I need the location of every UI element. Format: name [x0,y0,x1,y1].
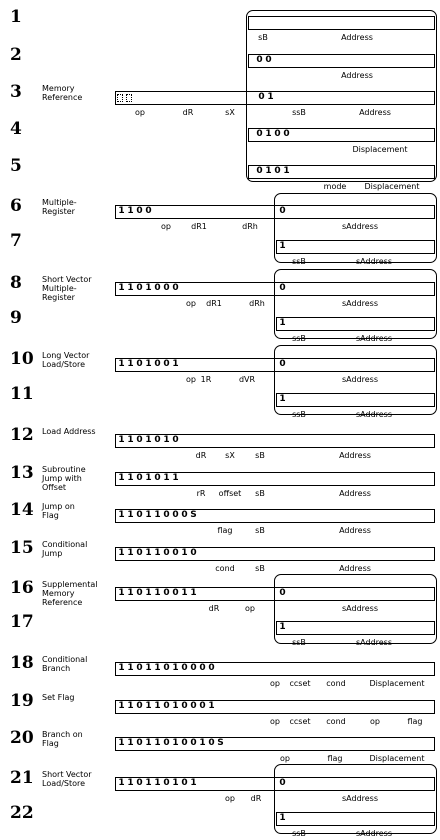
bit-value: 0 [136,701,143,711]
row-number: 12 [10,425,34,445]
bit-value: 0 [208,738,215,748]
bit-value: 1 [127,473,134,483]
row-number: 18 [10,653,34,673]
bit-value: 0 [163,510,170,520]
field-label: Displacement [369,754,425,763]
format-label: Conditional Branch [42,655,88,673]
bit-value: 1 [118,778,125,788]
bit-value: 0 [279,588,286,598]
format-label: Short Vector Load/Store [42,770,92,788]
field-label: sAddress [341,222,379,231]
field-label: op [270,679,280,688]
row-number: 4 [10,119,22,139]
field-label: ssB [292,257,306,266]
field-label: op [270,717,280,726]
instruction-word [276,812,435,826]
field-label: dR [208,604,220,613]
bit-value: 0 [199,663,206,673]
bit-value: 0 [274,129,281,139]
bit-value: 1 [199,738,206,748]
bit-value: 1 [163,473,170,483]
field-label: op [280,754,290,763]
bit-value: 0 [136,473,143,483]
bit-value: 1 [145,510,152,520]
bit-value: 0 [136,510,143,520]
field-label: sAddress [355,638,393,647]
bit-value: 1 [267,92,274,102]
bit-value: 0 [279,778,286,788]
bit-value: 0 [279,206,286,216]
field-label: sB [255,564,265,573]
row-number: 14 [10,500,34,520]
format-label: Memory Reference [42,84,83,102]
bit-value: 1 [145,548,152,558]
row-number: 11 [10,384,34,404]
bit-value: 1 [127,663,134,673]
row-number: 6 [10,196,22,216]
field-label: Displacement [369,679,425,688]
bit-value: 1 [265,129,272,139]
bit-value: 0 [190,548,197,558]
field-label: cond [326,717,346,726]
field-label: ccset [289,717,311,726]
bit-value: 0 [256,166,263,176]
instruction-word [115,91,435,105]
bit-value: 1 [181,588,188,598]
bit-value: 1 [279,241,286,251]
row-number: 2 [10,45,22,65]
field-label: Displacement [364,182,420,191]
instruction-word [115,205,435,219]
field-label: sAddress [341,375,379,384]
field-label: Address [339,489,371,498]
field-label: dRh [249,299,265,308]
bit-value: 0 [181,778,188,788]
field-label: Displacement [352,145,408,154]
field-label: sX [225,451,235,460]
field-label: Address [341,71,373,80]
field-label: flag [217,526,233,535]
field-label: rR [196,489,206,498]
bit-value: 0 [154,359,161,369]
field-label: Address [339,451,371,460]
field-label: sB [255,489,265,498]
bit-value: 1 [172,701,179,711]
field-label: op [135,108,145,117]
bit-value: 1 [118,588,125,598]
field-label: cond [326,679,346,688]
bit-value: 0 [154,435,161,445]
bit-value: 1 [172,359,179,369]
bit-value: 1 [279,813,286,823]
bit-value: 0 [181,663,188,673]
bit-value: 0 [163,548,170,558]
bit-value: 1 [163,435,170,445]
bit-value: 0 [136,778,143,788]
field-label: flag [407,717,423,726]
field-label: sAddress [341,299,379,308]
bit-value: 1 [279,394,286,404]
bit-value: 1 [127,548,134,558]
field-label: dR [250,794,262,803]
bit-value: 1 [145,701,152,711]
row-number: 10 [10,349,34,369]
bit-value: 1 [172,663,179,673]
dotted-bit-marker [126,94,132,102]
field-label: op [225,794,235,803]
bit-value: 0 [265,55,272,65]
row-number: 17 [10,612,34,632]
bit-value: 0 [190,663,197,673]
bit-value: 0 [181,738,188,748]
format-label: Set Flag [42,693,75,702]
format-label: Multiple- Register [42,198,77,216]
row-number: 20 [10,728,34,748]
format-label: Long Vector Load/Store [42,351,90,369]
bit-value: 1 [127,701,134,711]
bit-value: 1 [118,701,125,711]
field-label: ssB [292,829,306,838]
format-label: Short Vector Multiple- Register [42,275,92,302]
format-label: Supplemental Memory Reference [42,580,98,607]
row-number: 19 [10,691,34,711]
field-label: sB [255,526,265,535]
field-label: ccset [289,679,311,688]
bit-value: 0 [136,548,143,558]
field-label: ssB [292,410,306,419]
field-label: op [161,222,171,231]
bit-value: 1 [118,435,125,445]
bit-value: 0 [136,359,143,369]
bit-value: 1 [145,663,152,673]
bit-value: 0 [274,166,281,176]
bit-value: 1 [127,778,134,788]
row-number: 22 [10,803,34,823]
bit-value: 0 [163,778,170,788]
bit-value: 0 [283,129,290,139]
field-label: ssB [292,108,306,117]
bit-value: 1 [154,510,161,520]
instruction-word [276,240,435,254]
field-label: cond [215,564,235,573]
bit-value: 1 [118,510,125,520]
field-label: op [186,299,196,308]
bit-value: 1 [154,701,161,711]
field-label: op [370,717,380,726]
bit-value: 1 [127,738,134,748]
field-label: offset [218,489,242,498]
field-label: dR [195,451,207,460]
instruction-word [276,393,435,407]
bit-value: 1 [127,588,134,598]
bit-value: 1 [127,510,134,520]
field-label: dRh [242,222,258,231]
field-label: mode [323,182,347,191]
bit-value: 0 [181,510,188,520]
bit-value: 0 [279,283,286,293]
instruction-word [248,54,435,68]
field-label: op [245,604,255,613]
format-label: Branch on Flag [42,730,83,748]
bit-value: 0 [136,435,143,445]
field-label: sAddress [341,604,379,613]
field-label: Address [341,33,373,42]
instruction-word [276,317,435,331]
bit-value: 1 [145,473,152,483]
bit-value: S [190,510,197,520]
bit-value: 1 [279,622,286,632]
bit-value: 0 [136,738,143,748]
format-label: Jump on Flag [42,502,75,520]
bit-value: 0 [199,701,206,711]
instruction-word [248,16,435,30]
field-label: dR1 [206,299,222,308]
bit-value: 1 [118,283,125,293]
row-number: 16 [10,578,34,598]
bit-value: 1 [118,359,125,369]
bit-value: 0 [256,129,263,139]
row-number: 5 [10,156,22,176]
field-label: sAddress [355,829,393,838]
bit-value: 0 [163,738,170,748]
bit-value: 1 [118,473,125,483]
field-label: sAddress [355,257,393,266]
field-label: sAddress [341,794,379,803]
bit-value: 1 [172,473,179,483]
bit-value: 1 [145,738,152,748]
field-label: Address [339,526,371,535]
bit-value: 1 [145,435,152,445]
bit-value: 1 [145,359,152,369]
row-number: 13 [10,463,34,483]
format-label: Subroutine Jump with Offset [42,465,86,492]
bit-value: 1 [118,206,125,216]
bit-value: 0 [172,548,179,558]
bit-value: 0 [256,55,263,65]
field-label: sAddress [355,410,393,419]
field-label: dVR [238,375,256,384]
bit-value: 1 [181,548,188,558]
bit-value: 0 [208,663,215,673]
bit-value: S [217,738,224,748]
field-label: sB [255,451,265,460]
bit-value: 1 [127,359,134,369]
bit-value: 0 [136,663,143,673]
bit-value: 0 [172,510,179,520]
bit-value: 0 [163,588,170,598]
bit-value: 1 [145,588,152,598]
bit-value: 0 [279,359,286,369]
bit-value: 1 [154,663,161,673]
bit-value: 1 [118,548,125,558]
bit-value: 1 [154,588,161,598]
bit-value: 1 [172,778,179,788]
field-label: sAddress [355,334,393,343]
bit-value: 1 [127,283,134,293]
field-label: ssB [292,638,306,647]
bit-value: 0 [154,283,161,293]
row-number: 8 [10,273,22,293]
field-label: Address [339,564,371,573]
bit-value: 1 [190,588,197,598]
bit-value: 1 [118,738,125,748]
bit-value: 1 [145,778,152,788]
bit-value: 0 [154,473,161,483]
bit-value: 1 [265,166,272,176]
bit-value: 0 [163,701,170,711]
bit-value: 0 [145,206,152,216]
bit-value: 0 [163,283,170,293]
bit-value: 0 [136,206,143,216]
row-number: 21 [10,768,34,788]
bit-value: 1 [190,778,197,788]
row-number: 15 [10,538,34,558]
row-number: 3 [10,82,22,102]
bit-value: 0 [136,588,143,598]
format-label: Conditional Jump [42,540,88,558]
field-label: 1R [200,375,212,384]
bit-value: 0 [258,92,265,102]
bit-value: 1 [172,738,179,748]
row-number: 9 [10,308,22,328]
bit-value: 0 [172,435,179,445]
bit-value: 0 [163,359,170,369]
instruction-word [276,621,435,635]
bit-value: 1 [145,283,152,293]
bit-value: 1 [154,778,161,788]
field-label: dR [182,108,194,117]
bit-value: 1 [154,738,161,748]
bit-value: 1 [127,206,134,216]
row-number: 1 [10,7,22,27]
bit-value: 1 [127,435,134,445]
field-label: flag [327,754,343,763]
bit-value: 1 [208,701,215,711]
bit-value: 0 [190,701,197,711]
bit-value: 0 [163,663,170,673]
field-label: sB [258,33,268,42]
bit-value: 0 [172,283,179,293]
field-label: op [186,375,196,384]
bit-value: 1 [283,166,290,176]
field-label: ssB [292,334,306,343]
bit-value: 1 [154,548,161,558]
bit-value: 1 [279,318,286,328]
bit-value: 0 [136,283,143,293]
bit-value: 1 [118,663,125,673]
field-label: Address [359,108,391,117]
bit-value: 0 [190,738,197,748]
format-label: Load Address [42,427,96,436]
row-number: 7 [10,231,22,251]
bit-value: 0 [172,588,179,598]
field-label: sX [225,108,235,117]
dotted-bit-marker [117,94,123,102]
bit-value: 0 [181,701,188,711]
field-label: dR1 [191,222,207,231]
